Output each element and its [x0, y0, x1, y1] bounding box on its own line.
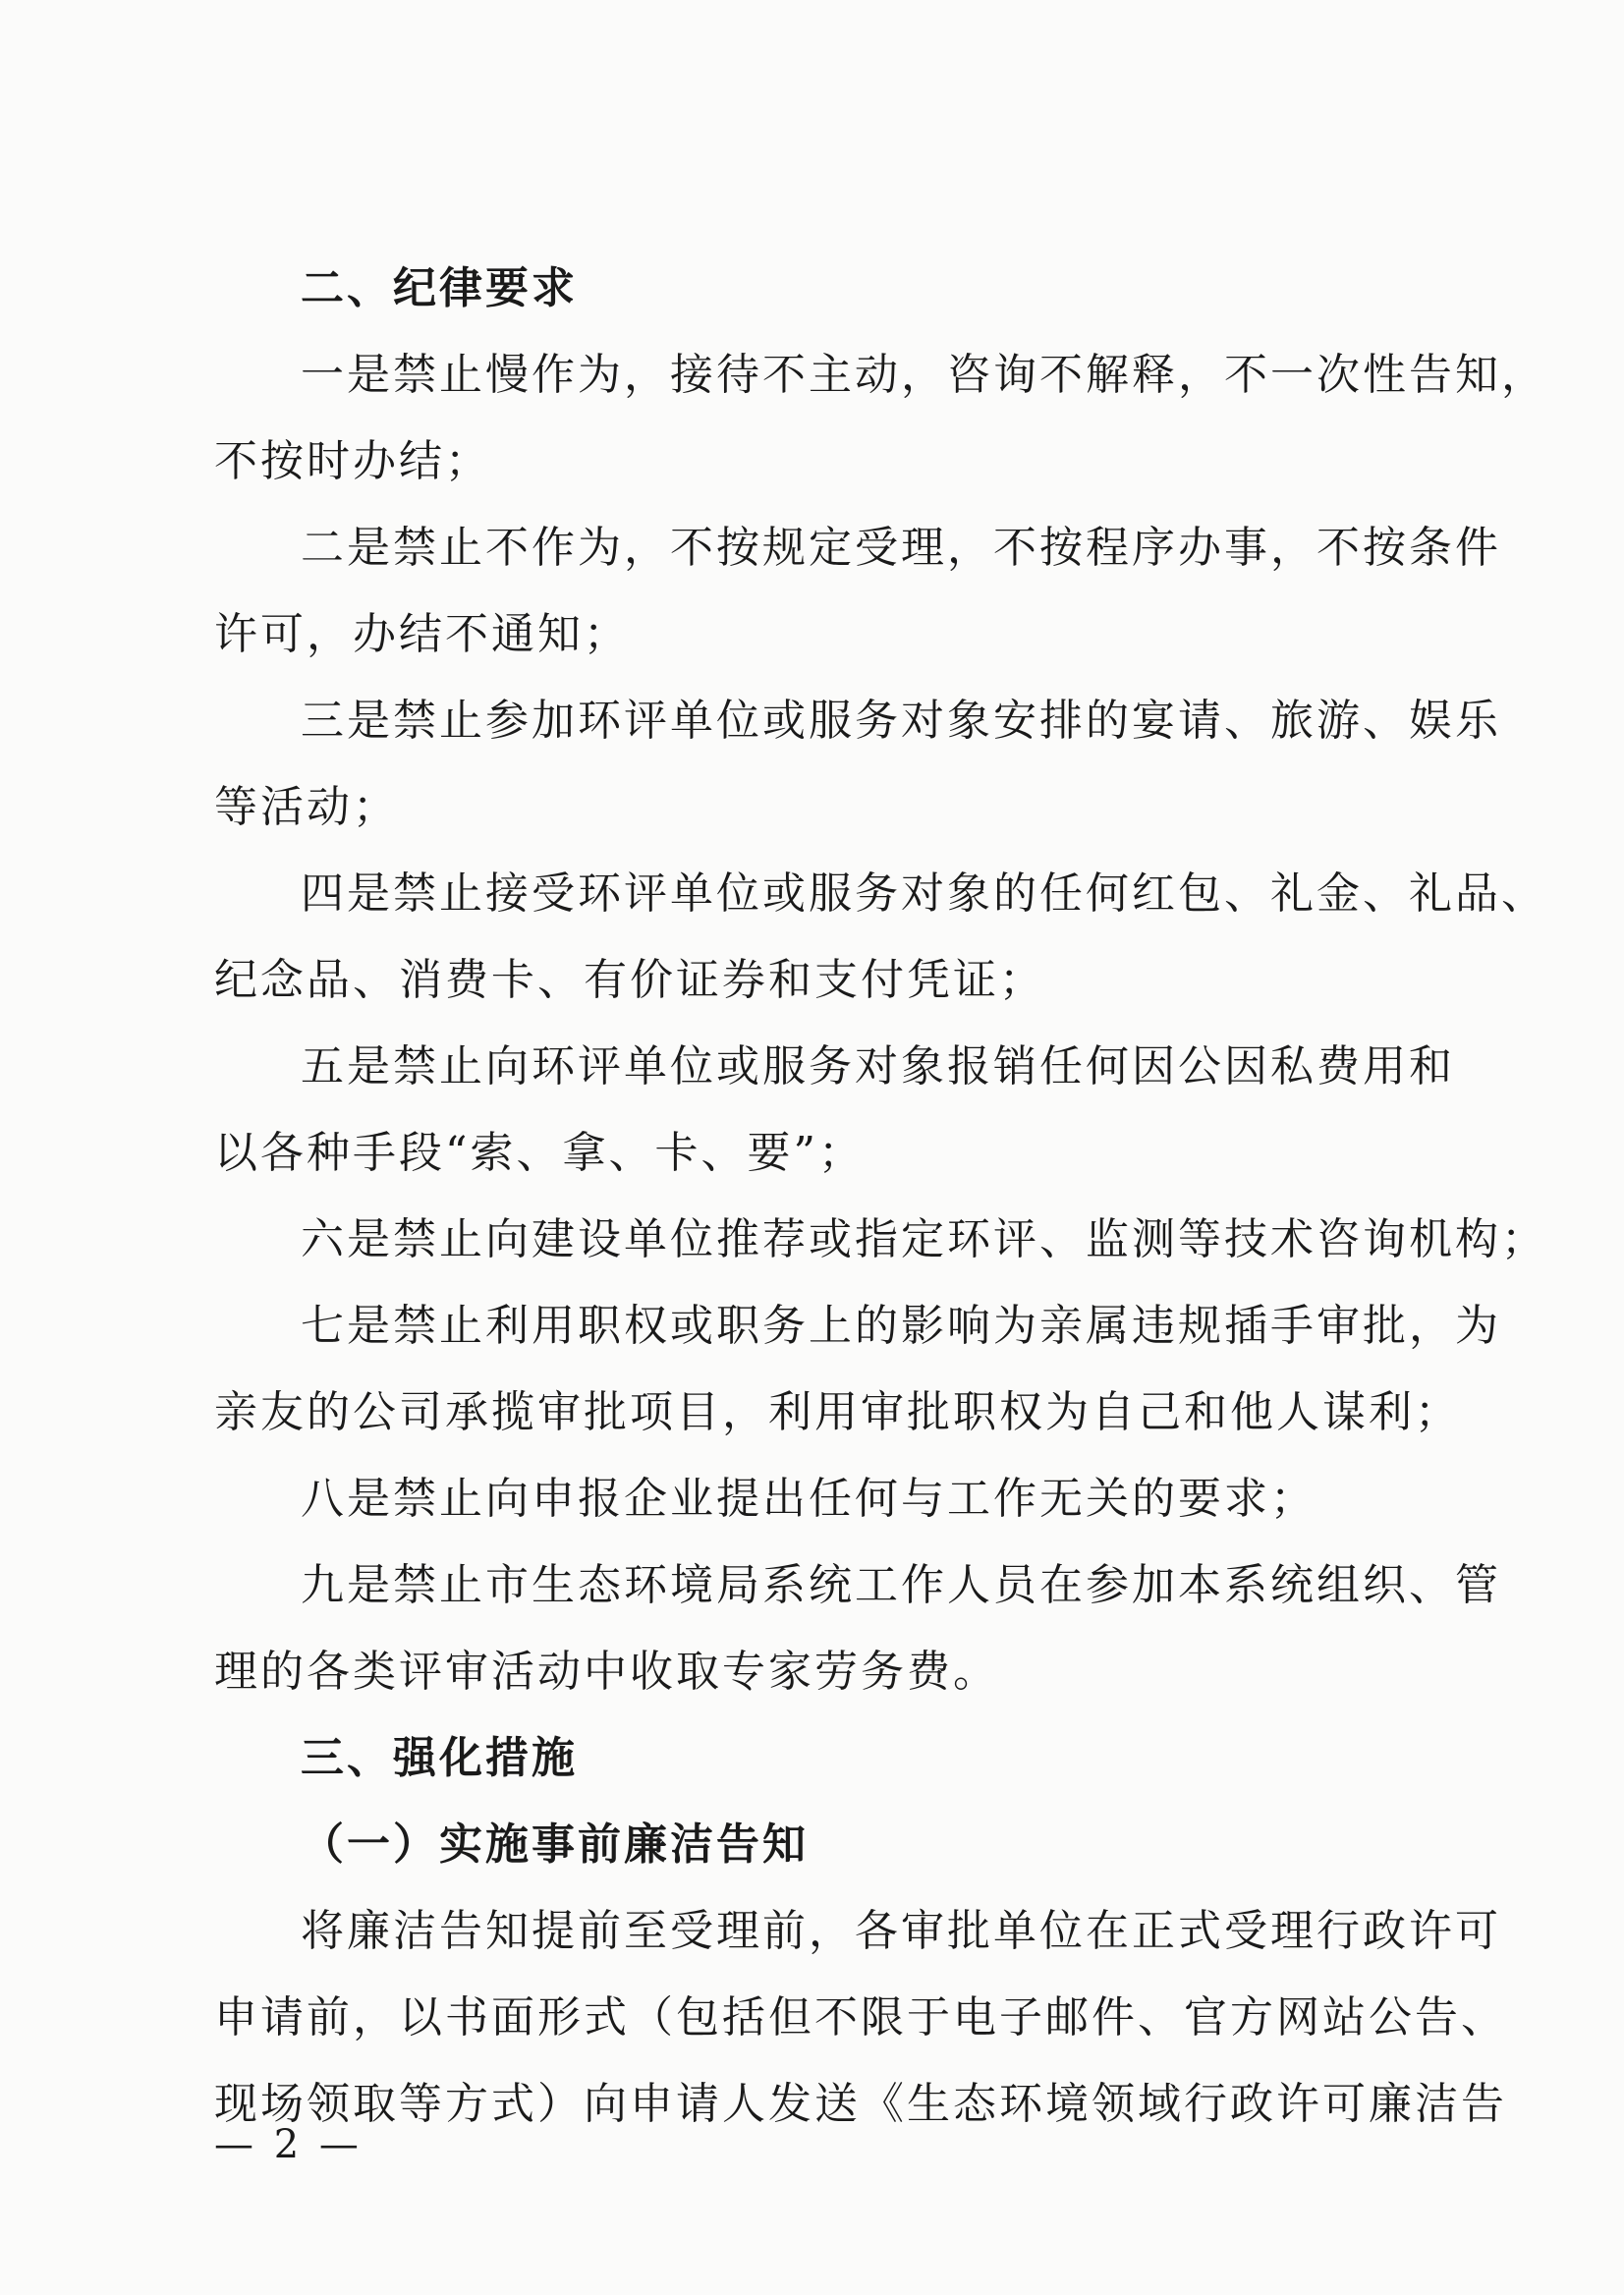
section-heading-discipline: 二、纪律要求 [301, 263, 578, 313]
item-line: 等活动； [214, 782, 399, 832]
item-line: 不按时办结； [214, 436, 491, 486]
item-line: 三是禁止参加环评单位或服务对象安排的宴请、旅游、娱乐 [301, 696, 1501, 746]
paragraph-line: 现场领取等方式）向申请人发送《生态环境领域行政许可廉洁告 [214, 2079, 1507, 2129]
document-body [214, 246, 1547, 2148]
section-heading-measures: 三、强化措施 [301, 1733, 578, 1783]
page-number: — 2 — [214, 2122, 363, 2167]
paragraph-line: 申请前，以书面形式（包括但不限于电子邮件、官方网站公告、 [214, 1992, 1507, 2043]
item-line: 八是禁止向申报企业提出任何与工作无关的要求； [301, 1474, 1316, 1524]
item-line: 理的各类评审活动中收取专家劳务费。 [214, 1647, 999, 1697]
item-line: 许可，办结不通知； [214, 609, 630, 659]
paragraph-line: 将廉洁告知提前至受理前，各审批单位在正式受理行政许可 [301, 1906, 1501, 1956]
item-line: 以各种手段“索、拿、卡、要”； [214, 1128, 865, 1178]
item-line: 五是禁止向环评单位或服务对象报销任何因公因私费用和 [301, 1041, 1455, 1092]
item-line: 六是禁止向建设单位推荐或指定环评、监测等技术咨询机构； [301, 1214, 1547, 1264]
item-line: 纪念品、消费卡、有价证券和支付凭证； [214, 955, 1045, 1005]
subsection-heading: （一）实施事前廉洁告知 [301, 1819, 809, 1870]
item-line: 四是禁止接受环评单位或服务对象的任何红包、礼金、礼品、 [301, 868, 1547, 919]
item-line: 七是禁止利用职权或职务上的影响为亲属违规插手审批，为 [301, 1301, 1501, 1351]
item-line: 九是禁止市生态环境局系统工作人员在参加本系统组织、管 [301, 1560, 1501, 1610]
item-line: 一是禁止慢作为，接待不主动，咨询不解释，不一次性告知， [301, 350, 1547, 400]
item-line: 亲友的公司承揽审批项目，利用审批职权为自己和他人谋利； [214, 1387, 1461, 1437]
item-line: 二是禁止不作为，不按规定受理，不按程序办事，不按条件 [301, 523, 1501, 573]
